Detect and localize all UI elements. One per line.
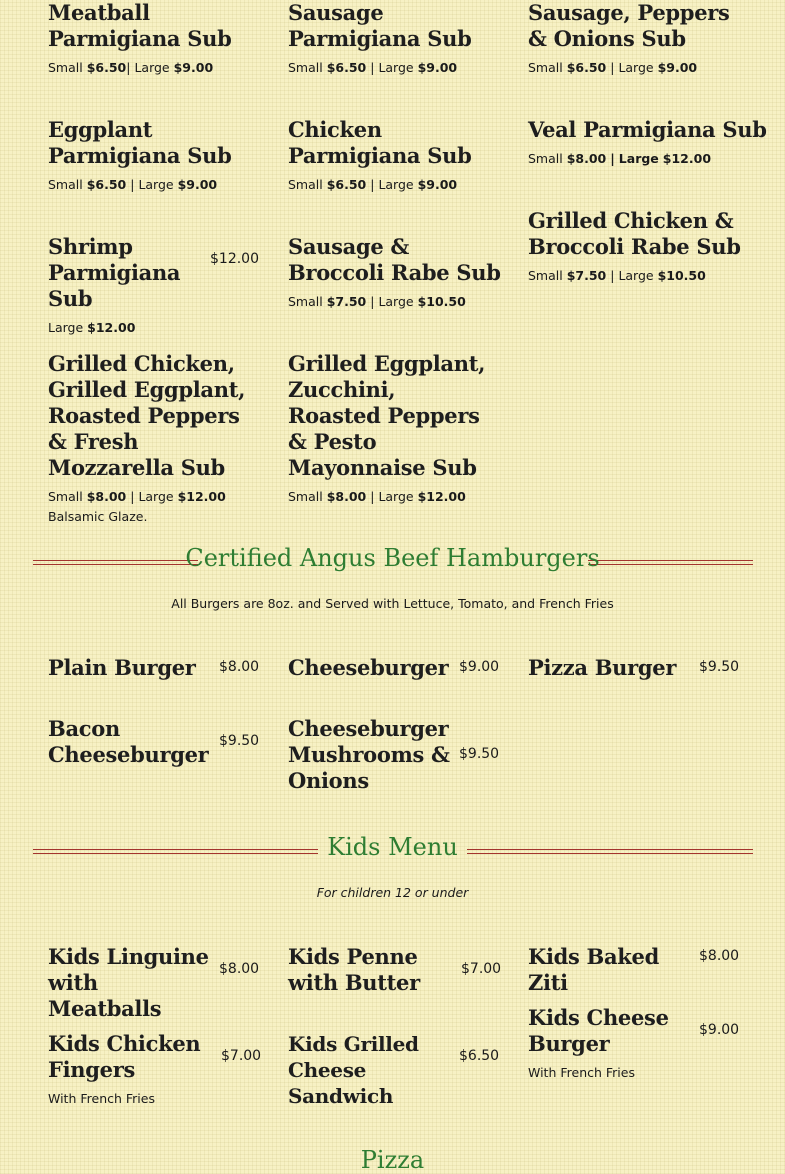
item-price: $9.50 [219,733,260,749]
item-price: $7.00 [221,1048,262,1064]
item-name: Kids Linguine with Meatballs [48,944,209,1021]
item-price: $8.00 [699,948,740,964]
item-prices: Small $7.50 | Large $10.50 [288,294,466,309]
item-prices: Small $6.50 | Large $9.00 [528,60,698,75]
item-name: Chicken Parmigiana Sub [288,117,472,168]
item-price: $7.00 [461,961,502,977]
item-price: $12.00 [210,251,259,267]
menu-item [528,655,693,681]
item-prices: Small $6.50 | Large $9.00 [288,177,458,192]
section-title: Certified Angus Beef Hamburgers [185,544,600,572]
menu-item [48,234,263,338]
item-name: Kids Grilled Cheese Sandwich [288,1032,419,1108]
item-name: Kids Penne with Butter [288,944,420,995]
item-name: Veal Parmigiana Sub [528,117,767,142]
item-name: Kids Chicken Fingers [48,1031,201,1082]
item-note: Balsamic Glaze. [48,509,148,524]
item-price: $9.50 [699,659,740,675]
menu-item [288,0,503,78]
section-title: Pizza [360,1146,425,1174]
menu-item [528,944,698,996]
item-name: Kids Cheese Burger [528,1005,669,1056]
menu-item [288,234,503,312]
menu-item [48,655,213,681]
menu-item [288,716,453,794]
item-name: Kids Baked Ziti [528,944,659,995]
menu-item [528,0,743,78]
item-name: Plain Burger [48,655,196,680]
item-prices: Small $8.00 | Large $12.00 [528,151,712,166]
item-name: Pizza Burger [528,655,677,680]
menu-item [288,944,458,996]
item-price: $6.50 [459,1048,500,1064]
item-name: Sausage Parmigiana Sub [288,0,472,51]
item-prices: Small $7.50 | Large $10.50 [528,268,706,283]
menu-item [528,208,743,286]
item-price: $8.00 [219,659,260,675]
menu-item [528,1005,693,1083]
item-price: $9.00 [699,1022,740,1038]
menu-item [288,351,488,507]
menu-item [48,0,263,78]
item-prices: Large $12.00 [48,320,136,335]
item-prices: Small $8.00 | Large $12.00 [288,489,466,504]
item-name: Shrimp Parmigiana Sub [48,234,181,311]
item-name: Cheeseburger [288,655,449,680]
menu-item [48,351,263,527]
item-note: With French Fries [48,1091,155,1106]
section-subtitle: For children 12 or under [316,885,469,900]
item-price: $9.00 [459,659,500,675]
item-name: Grilled Chicken, Grilled Eggplant, Roasted Peppers & Fresh Mozzarella Sub [48,351,246,480]
menu-item [48,944,213,1022]
item-name: Eggplant Parmigiana Sub [48,117,232,168]
section-title: Kids Menu [327,833,458,861]
menu-item [288,1031,463,1109]
item-prices: Small $6.50 | Large $9.00 [288,60,458,75]
item-name: Grilled Eggplant, Zucchini, Roasted Peppers & Pesto Mayonnaise Sub [288,351,486,480]
item-name: Grilled Chicken & Broccoli Rabe Sub [528,208,741,259]
item-prices: Small $8.00 | Large $12.00 Balsamic Glaze. [48,489,226,524]
item-note: With French Fries [528,1065,635,1080]
item-name: Bacon Cheeseburger [48,716,209,767]
menu-item [48,1031,213,1109]
menu-item [48,716,208,768]
item-name: Sausage, Peppers & Onions Sub [528,0,730,51]
item-prices: Small $6.50| Large $9.00 [48,60,214,75]
menu-item [48,117,263,195]
item-prices: Small $6.50 | Large $9.00 [48,177,218,192]
item-price: $9.50 [459,746,500,762]
menu-item [288,655,453,681]
item-name: Cheeseburger Mushrooms & Onions [288,716,450,793]
menu-item [288,117,503,195]
item-name: Sausage & Broccoli Rabe Sub [288,234,501,285]
item-name: Meatball Parmigiana Sub [48,0,232,51]
item-price: $8.00 [219,961,260,977]
menu-item [528,117,768,169]
section-subtitle: All Burgers are 8oz. and Served with Lettuce, Tomato, and French Fries [171,596,614,611]
